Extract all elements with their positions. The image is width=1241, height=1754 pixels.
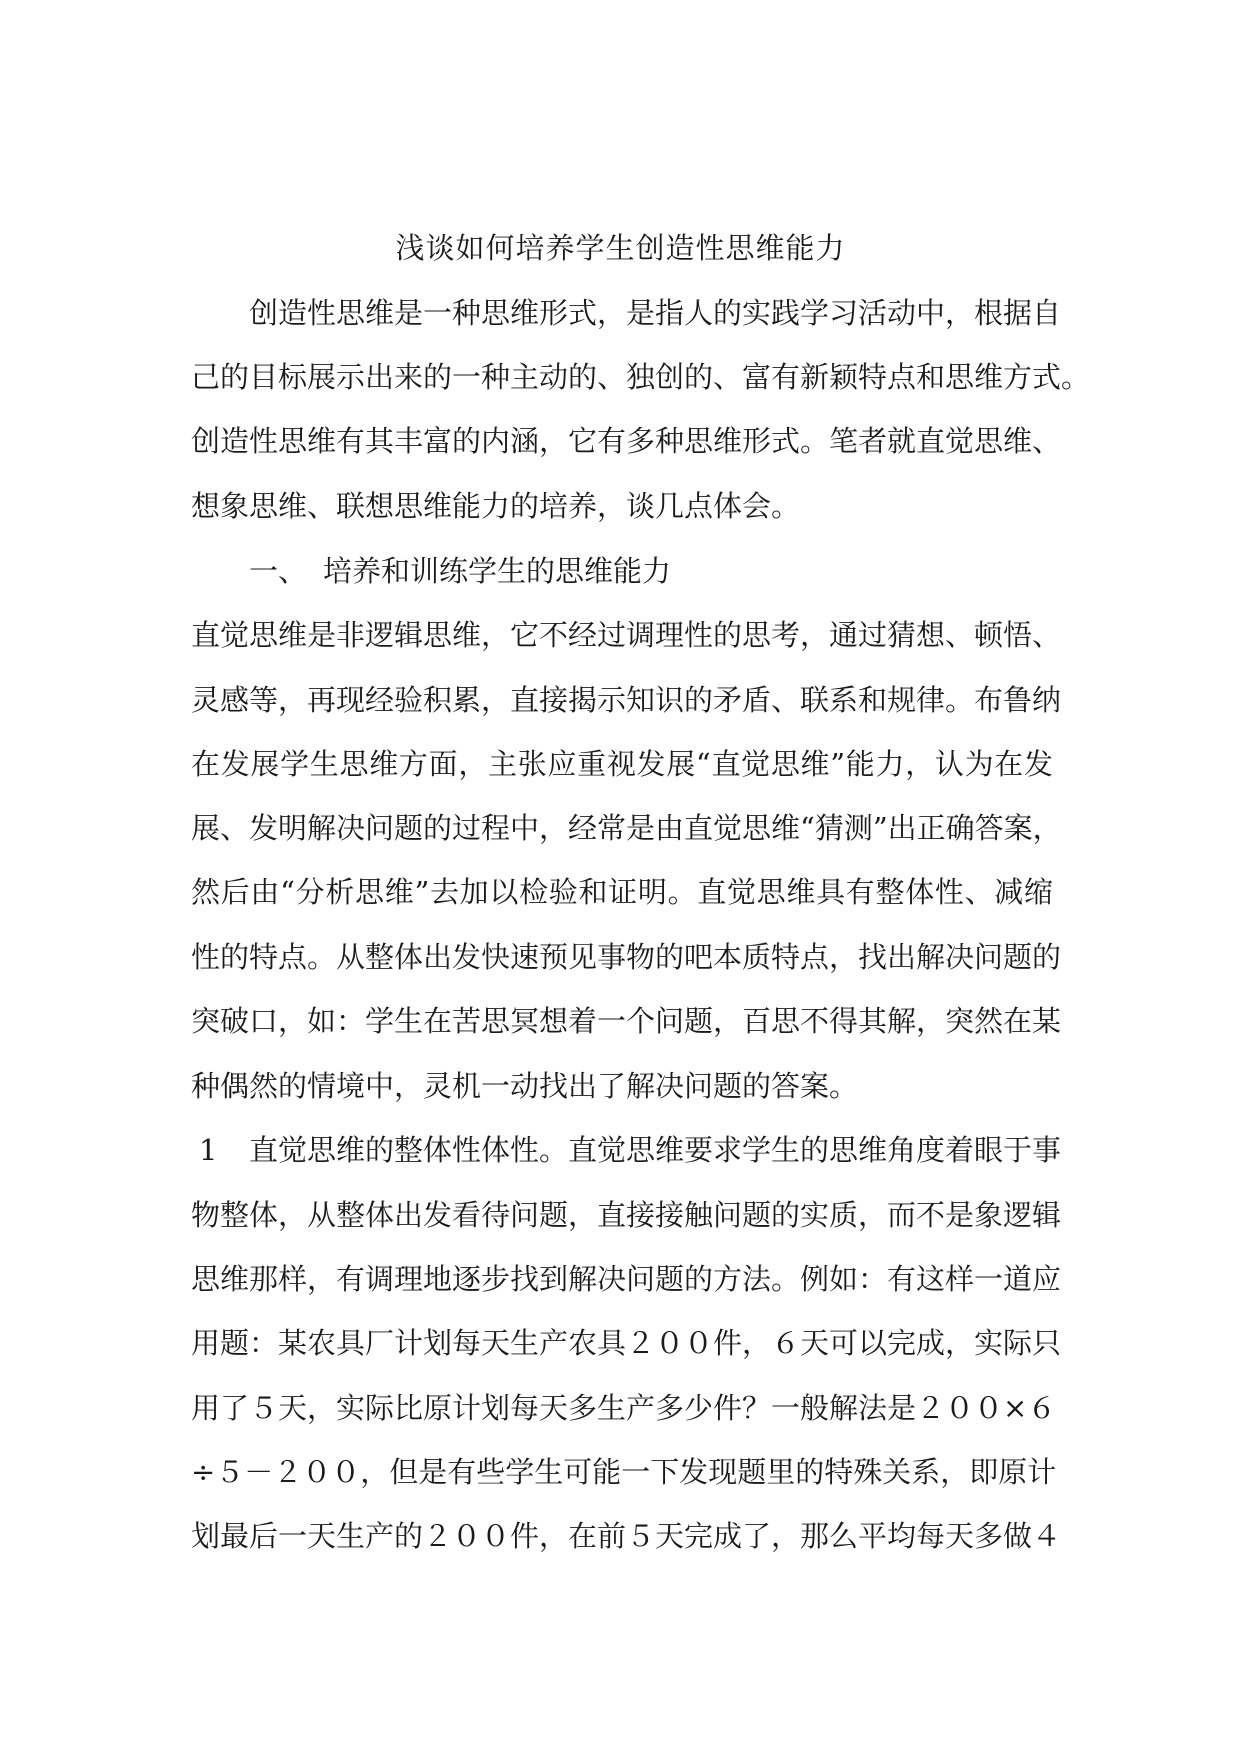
paragraph-line: 物整体，从整体出发看待问题，直接接触问题的实质，而不是象逻辑 (191, 1198, 1062, 1232)
paragraph-line: 种偶然的情境中，灵机一动找出了解决问题的答案。 (191, 1069, 859, 1103)
document-title: 浅谈如何培养学生创造性思维能力 (395, 231, 846, 265)
paragraph-line: 划最后一天生产的２００件，在前５天完成了，那么平均每天多做４ (191, 1519, 1062, 1553)
paragraph-line: 己的目标展示出来的一种主动的、独创的、富有新颖特点和思维方式。 (191, 360, 1091, 394)
paragraph-line: 用题：某农具厂计划每天生产农具２００件，６天可以完成，实际只 (191, 1326, 1062, 1360)
item-number: 1 (199, 1133, 218, 1167)
paragraph-line: ÷５－２００，但是有些学生可能一下发现题里的特殊关系，即原计 (191, 1455, 1057, 1489)
paragraph-line: 性的特点。从整体出发快速预见事物的吧本质特点，找出解决问题的 (191, 940, 1062, 974)
paragraph-line: 思维那样，有调理地逐步找到解决问题的方法。例如：有这样一道应 (191, 1262, 1062, 1296)
section-number: 一、 (249, 554, 308, 588)
paragraph-line: 直觉思维是非逻辑思维，它不经过调理性的思考，通过猜想、顿悟、 (191, 618, 1062, 652)
paragraph-line: 创造性思维是一种思维形式，是指人的实践学习活动中，根据自 (249, 296, 1062, 330)
paragraph-line: 灵感等，再现经验积累，直接揭示知识的矛盾、联系和规律。布鲁纳 (191, 683, 1062, 717)
paragraph-line: 创造性思维有其丰富的内涵，它有多种思维形式。笔者就直觉思维、 (191, 424, 1062, 458)
paragraph-line: 想象思维、联想思维能力的培养，谈几点体会。 (191, 489, 801, 523)
item-first-line: 直觉思维的整体性体性。直觉思维要求学生的思维角度着眼于事 (249, 1133, 1062, 1167)
paragraph-line: 突破口，如：学生在苦思冥想着一个问题，百思不得其解，突然在某 (191, 1004, 1062, 1038)
paragraph-line: 然后由“分析思维”去加以检验和证明。直觉思维具有整体性、减缩 (191, 875, 1053, 909)
paragraph-line: 展、发明解决问题的过程中，经常是由直觉思维“猜测”出正确答案， (191, 811, 1062, 845)
paragraph-line: 在发展学生思维方面，主张应重视发展“直觉思维”能力，认为在发 (191, 747, 1053, 781)
section-heading: 培养和训练学生的思维能力 (323, 554, 672, 588)
paragraph-line: 用了５天，实际比原计划每天多生产多少件？一般解法是２００×６ (191, 1391, 1057, 1425)
